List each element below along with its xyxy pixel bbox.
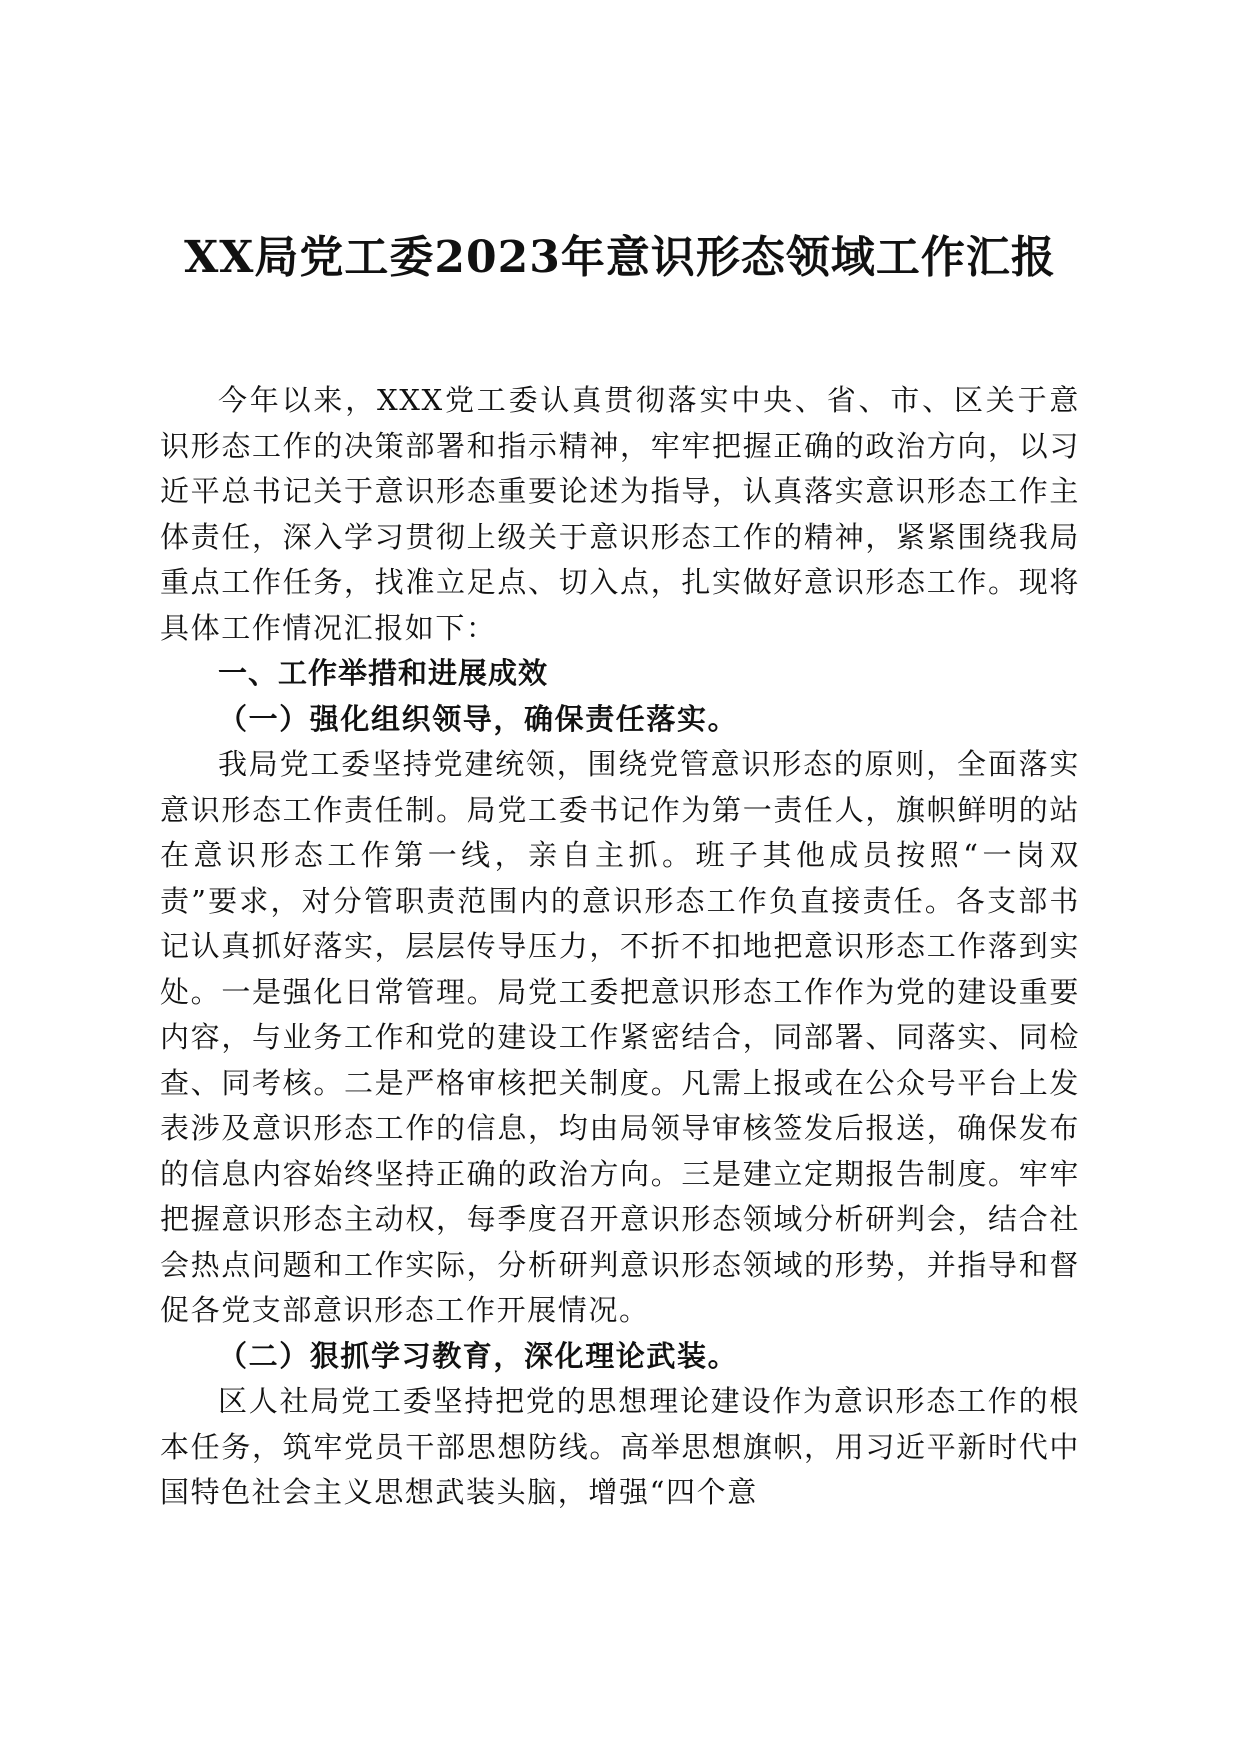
subsection-1-paragraph: 我局党工委坚持党建统领，围绕党管意识形态的原则，全面落实意识形态工作责任制。局党工委书记作为第一责任人，旗帜鲜明的站在意识形态工作第一线，亲自主抓。班子其他成员按照“一岗双责”要求，对分管职责范围内的意识形态工作负直接责任。各支部书记认真抓好落实，层层传导压力，不折不扣地把意识形态工作落到实处。一是强化日常管理。局党工委把意识形态工作作为党的建设重要内容，与业务工作和党的建设工作紧密结合，同部署、同落实、同检查、同考核。二是严格审核把关制度。凡需上报或在公众号平台上发表涉及意识形态工作的信息，均由局领导审核签发后报送，确保发布的信息内容始终坚持正确的政治方向。三是建立定期报告制度。牢牢把握意识形态主动权，每季度召开意识形态领域分析研判会，结合社会热点问题和工作实际，分析研判意识形态领域的形势，并指导和督促各党支部意识形态工作开展情况。 bbox=[160, 747, 1080, 1327]
intro-paragraph: 今年以来，XXX党工委认真贯彻落实中央、省、市、区关于意识形态工作的决策部署和指示精神，牢牢把握正确的政治方向，以习近平总书记关于意识形态重要论述为指导，认真落实意识形态工作主体责任，深入学习贯彻上级关于意识形态工作的精神，紧紧围绕我局重点工作任务，找准立足点、切入点，扎实做好意识形态工作。现将具体工作情况汇报如下： bbox=[160, 383, 1080, 645]
subsection-2-paragraph: 区人社局党工委坚持把党的思想理论建设作为意识形态工作的根本任务，筑牢党员干部思想防线。高举思想旗帜，用习近平新时代中国特色社会主义思想武装头脑，增强“四个意 bbox=[160, 1384, 1080, 1509]
section-heading-1: 一、工作举措和进展成效 bbox=[218, 656, 549, 690]
document-body bbox=[160, 378, 1080, 1516]
subsection-heading-1: （一）强化组织领导，确保责任落实。 bbox=[218, 701, 739, 736]
document-title: XX局党工委2023年意识形态领域工作汇报 bbox=[184, 232, 1056, 283]
subsection-heading-2: （二）狠抓学习教育，深化理论武装。 bbox=[218, 1338, 739, 1373]
